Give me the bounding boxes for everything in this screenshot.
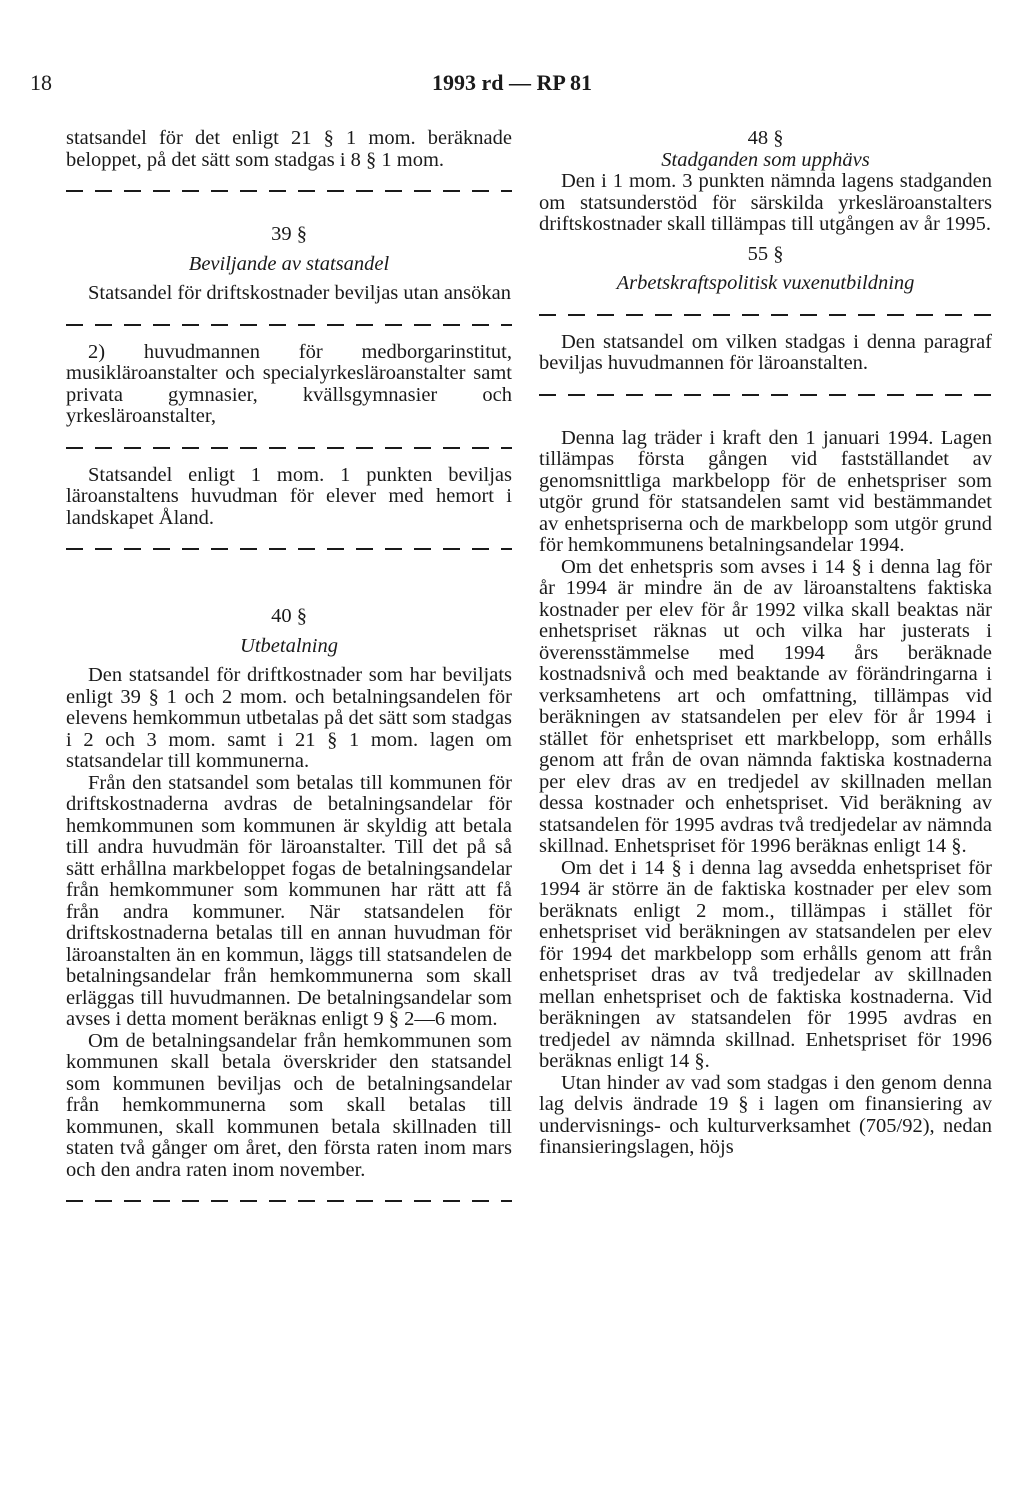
section-39-paragraph-2: 2) huvudmannen för medborgarinstitut, musikläroanstalter och specialyrkesläroanstalter samt privata gymnasier, kvällsgymnasier och yrkesläroanstalter, bbox=[66, 340, 512, 427]
omission-dashes bbox=[66, 324, 512, 326]
page-number: 18 bbox=[30, 70, 52, 95]
section-48-paragraph-1: Den i 1 mom. 3 punkten nämnda lagens stadganden om statsunderstöd för särskilda yrkesläroanstalters driftskostnader skall tillämpas till utgången av år 1995. bbox=[539, 170, 992, 235]
section-48-number: 48 § bbox=[747, 127, 784, 149]
section-55-number: 55 § bbox=[747, 242, 784, 265]
section-40-paragraph-3: Om de betalningsandelar från hemkommunen som kommunen skall betala överskrider den statsandel som kommunen beviljas och de betalningsandelar från hemkommunerna som skall betalas till kommunen, skall kommunen betala skillnaden till staten två gånger om året, den första raten inom mars och den andra raten inom november. bbox=[66, 1029, 512, 1181]
section-40-paragraph-2: Från den statsandel som betalas till kommunen för driftskostnaderna avdras de betalningsandelar för hemkommunen som kommunen är skyldig att betala till andra huvudmän för läroanstalter. Till det på så sätt erhållna markbeloppet fogas de betalningsandelar från hemkommuner som kommunen har rätt att få från andra kommuner. När statsandelen för driftskostnaderna betalas till en annan huvudman för läroanstalten än en kommun, läggs till statsandelen de betalningsandelar från hemkommunerna som skall erläggas till huvudmannen. De betalningsandelar som avses i detta moment beräknas enligt 9 § 2—6 mom. bbox=[66, 771, 512, 1030]
section-39-paragraph-3: Statsandel enligt 1 mom. 1 punkten beviljas läroanstaltens huvudman för elever med hemort i landskapet Åland. bbox=[66, 463, 512, 529]
right-column bbox=[539, 128, 992, 1159]
omission-dashes bbox=[539, 314, 992, 316]
running-head: 1993 rd — RP 81 bbox=[431, 70, 593, 95]
omission-dashes bbox=[66, 190, 512, 192]
left-column bbox=[66, 128, 512, 1218]
section-39-paragraph-1: Statsandel för driftskostnader beviljas utan ansökan bbox=[88, 282, 511, 304]
section-40-paragraph-1: Den statsandel för driftkostnader som har beviljats enligt 39 § 1 och 2 mom. och betalningsandelen för elevens hemkommun utbetalas på det sätt som stadgas i 2 och 3 mom. samt i 21 § 1 mom. lagen om statsandelar till kommunerna. bbox=[66, 664, 512, 772]
section-48-title: Stadganden som upphävs bbox=[661, 148, 870, 171]
section-39-number: 39 § bbox=[271, 223, 307, 245]
omission-dashes bbox=[66, 447, 512, 449]
effective-date-paragraph: Denna lag träder i kraft den 1 januari 1994. Lagen tillämpas första gången vid fastställandet av genomsnittliga markbelopp för de enhetspriser som utgör grund för statsandelen samt vid bestämmandet av enhetspriserna och de markbelopp som utgör grund för hemkommunens betalningsandelar 1994. bbox=[539, 426, 992, 556]
omission-dashes bbox=[66, 1200, 512, 1202]
section-39-title: Beviljande av statsandel bbox=[188, 252, 390, 275]
section-55-paragraph-1: Den statsandel om vilken stadgas i denna paragraf beviljas huvudmannen för läroanstalten. bbox=[539, 330, 992, 374]
section-40-title: Utbetalning bbox=[240, 634, 338, 657]
omission-dashes bbox=[539, 394, 992, 396]
section-55-title: Arbetskraftspolitisk vuxenutbildning bbox=[616, 272, 915, 294]
intro-paragraph: statsandel för det enligt 21 § 1 mom. beräknade beloppet, på det sätt som stadgas i 8 § 1 mom. bbox=[66, 127, 512, 171]
transition-paragraph-2: Om det i 14 § i denna lag avsedda enhetspriset för 1994 är större än de faktiska kostnader per elev som beräknats enligt 2 mom., tillämpas i stället för enhetspriset vid beräkningen av statsandelen per elev för 1994 det markbelopp som erhålls genom att från enhetspriset dras av två tredjedelar av skillnaden mellan enhetspriset och de faktiska kostnaderna. Vid beräkningen av statsandelen för 1995 avdras en tredjedel av nämnda skillnad. Enhetspriset för 1996 beräknas enligt 14 §. bbox=[539, 856, 992, 1072]
omission-dashes bbox=[66, 548, 512, 550]
section-40-number: 40 § bbox=[271, 605, 307, 627]
transition-paragraph-3: Utan hinder av vad som stadgas i den genom denna lag delvis ändrade 19 § i lagen om finansiering av undervisnings- och kulturverksamhet (705/92), nedan finansieringslagen, höjs bbox=[539, 1071, 992, 1158]
transition-paragraph-1: Om det enhetspris som avses i 14 § i denna lag för år 1994 är mindre än de av läroanstaltens faktiska kostnader per elev för år 1992 vilka skall beaktas när enhetspriset räknas ut och vilka har justerats i överensstämmelse med 1994 års beräknade kostnadsnivå och med beaktande av förändringarna i verksamhetens art och omfattning, tillämpas vid beräkningen av statsandelen per elev för år 1994 i stället för enhetspriset ett markbelopp, som erhålls genom att från de ovan nämnda faktiska kostnaderna per elev dras av en tredjedel av skillnaden mellan dessa kostnader och enhetspriset. Vid beräkning av statsandelen för 1995 avdras två tredjedelar av nämnda skillnad. Enhetspriset för 1996 beräknas enligt 14 §. bbox=[539, 555, 992, 857]
